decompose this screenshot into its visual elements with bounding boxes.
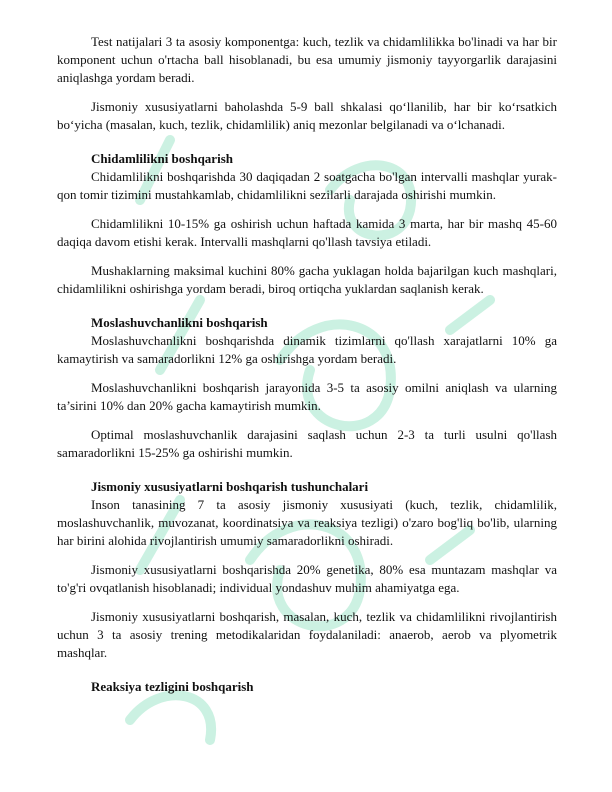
section-heading-flexibility: Moslashuvchanlikni boshqarish [91,315,268,330]
paragraph: Optimal moslashuvchanlik darajasini saqlash uchun 2-3 ta turli usulni qo'llash samaradorlikni 15-25% ga oshirishi mumkin. [57,427,557,460]
paragraph: Test natijalari 3 ta asosiy komponentga: kuch, tezlik va chidamlilikka bo'linadi va har bir komponent uchun o'rtacha ball hisoblanadi, bu esa umumiy jismoniy tayyorgarlik darajasini aniqlashga yordam beradi. [57,34,557,85]
paragraph: Chidamlilikni 10-15% ga oshirish uchun haftada kamida 3 marta, har bir mashq 45-60 daqiqa davom etishi kerak. Intervalli mashqlarni qo'llash tavsiya etiladi. [57,216,557,249]
paragraph: Chidamlilikni boshqarishda 30 daqiqadan 2 soatgacha bo'lgan intervalli mashqlar yurak-qon tomir tizimini mustahkamlab, chidamlilikni sezilarli darajada oshirishi mumkin. [57,169,557,202]
document-body [57,33,557,696]
section-heading-physical-properties: Jismoniy xususiyatlarni boshqarish tushunchalari [91,479,369,494]
paragraph: Moslashuvchanlikni boshqarishda dinamik tizimlarni qo'llash xarajatlarni 10% ga kamaytirish va samaradorlikni 12% ga oshirishga yordam beradi. [57,333,557,366]
section-heading-endurance: Chidamlilikni boshqarish [91,151,233,166]
paragraph: Jismoniy xususiyatlarni baholashda 5-9 ball shkalasi qo‘llanilib, har bir ko‘rsatkich bo‘yicha (masalan, kuch, tezlik, chidamlilik) aniq mezonlar belgilanadi va o‘lchanadi. [57,99,557,132]
section-heading-reaction-speed: Reaksiya tezligini boshqarish [91,679,254,694]
paragraph: Jismoniy xususiyatlarni boshqarishda 20% genetika, 80% esa muntazam mashqlar va to'g'ri ovqatlanish hisoblanadi; individual yondashuv muhim ahamiyatga ega. [57,562,557,595]
paragraph: Moslashuvchanlikni boshqarish jarayonida 3-5 ta asosiy omilni aniqlash va ularning ta’sirini 10% dan 20% gacha kamaytirish mumkin. [57,380,557,413]
paragraph: Inson tanasining 7 ta asosiy jismoniy xususiyati (kuch, tezlik, chidamlilik, moslashuvchanlik, muvozanat, koordinatsiya va reaksiya tezligi) o'zaro bog'liq bo'lib, ularning har birini alohida rivojlantirish umumiy samaradorlikni oshiradi. [57,497,557,548]
paragraph: Jismoniy xususiyatlarni boshqarish, masalan, kuch, tezlik va chidamlilikni rivojlantirish uchun 3 ta asosiy trening metodikalaridan foydalaniladi: anaerob, aerob va plyometrik mashqlar. [57,609,557,660]
paragraph: Mushaklarning maksimal kuchini 80% gacha yuklagan holda bajarilgan kuch mashqlari, chidamlilikni oshirishga yordam beradi, biroq ortiqcha yuklardan saqlanish kerak. [57,263,557,296]
